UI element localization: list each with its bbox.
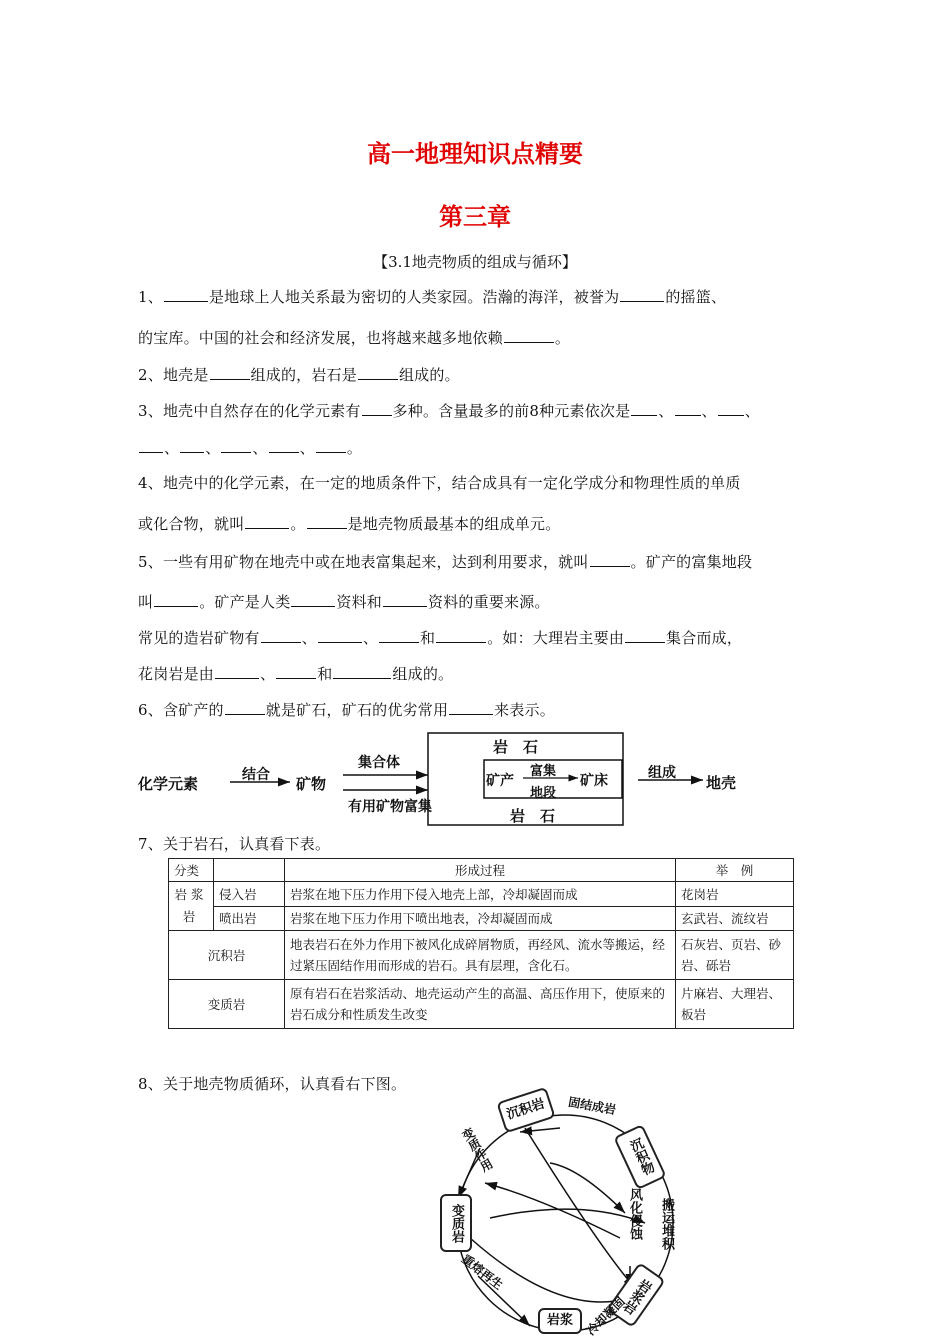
fill-blank[interactable]	[225, 700, 265, 715]
fill-blank[interactable]	[276, 664, 316, 679]
flow-useful: 有用矿物富集	[348, 799, 432, 815]
fill-blank[interactable]	[215, 664, 259, 679]
node-magmatic-rock: 岩浆岩	[606, 1262, 665, 1328]
flow-combine: 结合	[242, 767, 270, 783]
magma-rock-category: 岩浆岩	[169, 882, 214, 931]
fill-blank[interactable]	[631, 401, 657, 416]
table-row	[169, 882, 794, 907]
flow-aggregate: 集合体	[358, 755, 400, 771]
header-category: 分类	[169, 859, 214, 882]
flow-crust: 地壳	[706, 774, 737, 792]
fill-blank[interactable]	[269, 438, 299, 453]
rock-type: 变质岩	[169, 980, 285, 1029]
header-process: 形成过程	[285, 859, 676, 882]
rock-example: 玄武岩、流纹岩	[676, 906, 794, 931]
label-lithification: 固结成岩	[567, 1094, 617, 1118]
fill-blank[interactable]	[675, 401, 701, 416]
table-row	[169, 931, 794, 980]
fill-blank[interactable]	[291, 592, 335, 607]
node-sedimentary-rock: 沉积岩	[496, 1087, 555, 1134]
rock-cycle-diagram	[430, 1088, 700, 1344]
node-metamorphic-rock: 变质岩	[440, 1194, 472, 1252]
fill-blank[interactable]	[318, 628, 362, 643]
flow-elements: 化学元素	[138, 775, 199, 793]
question-6: 6、含矿产的 就是矿石，矿石的优劣常用 来表示。	[138, 701, 555, 719]
table-header-row	[169, 859, 794, 882]
rock-process: 岩浆在地下压力作用下喷出地表，冷却凝固而成	[285, 906, 676, 931]
flow-ore: 矿产	[486, 773, 514, 789]
node-magma: 岩浆	[538, 1308, 582, 1334]
page-title: 高一地理知识点精要	[367, 140, 583, 168]
fill-blank[interactable]	[449, 700, 493, 715]
flow-section: 地段	[530, 786, 557, 801]
flow-mineral: 矿物	[296, 775, 327, 793]
question-5-line-4: 花岗岩是由 、 和 组成的。	[138, 665, 454, 683]
rock-process: 原有岩石在岩浆活动、地壳运动产生的高温、高压作用下，使原来的岩石成分和性质发生改变	[285, 980, 676, 1029]
rock-table	[168, 858, 794, 1029]
rock-process: 岩浆在地下压力作用下侵入地壳上部，冷却凝固而成	[285, 882, 676, 907]
question-5-line-1: 5、一些有用矿物在地壳中或在地表富集起来，达到利用要求，就叫 。矿产的富集地段	[138, 553, 753, 571]
label-remelt: 重熔再生	[459, 1251, 506, 1293]
rock-type: 喷出岩	[214, 906, 285, 931]
fill-blank[interactable]	[436, 628, 486, 643]
fill-blank[interactable]	[625, 628, 665, 643]
question-4-line-2: 或化合物，就叫 。 是地壳物质最基本的组成单元。	[138, 515, 561, 533]
mineral-flow-diagram	[138, 730, 758, 830]
fill-blank[interactable]	[164, 287, 208, 302]
arrow-to-sediment	[550, 1163, 625, 1213]
question-5-line-2: 叫 。矿产是人类 资料和 资料的重要来源。	[138, 593, 550, 611]
fill-blank[interactable]	[261, 628, 301, 643]
flow-rock-top: 岩 石	[493, 738, 539, 756]
question-1-line-1: 1、 是地球上人地关系最为密切的人类家园。浩瀚的海洋，被誉为 的摇篮、	[138, 288, 727, 306]
question-4-line-1: 4、地壳中的化学元素，在一定的地质条件下，结合成具有一定化学成分和物理性质的单质	[138, 474, 741, 492]
question-5-line-3: 常见的造岩矿物有 、 、 和 。如：大理岩主要由 集合而成，	[138, 629, 743, 647]
fill-blank[interactable]	[210, 365, 250, 380]
label-transport: 搬运堆积	[659, 1198, 674, 1250]
label-metamorphism: 变质作用	[458, 1125, 495, 1175]
fill-blank[interactable]	[620, 287, 664, 302]
question-2: 2、地壳是 组成的，岩石是 组成的。	[138, 366, 460, 384]
fill-blank[interactable]	[245, 514, 289, 529]
question-3-line-2: 、 、 、 、 。	[138, 437, 362, 458]
fill-blank[interactable]	[383, 592, 427, 607]
fill-blank[interactable]	[316, 438, 346, 453]
label-cooling: 冷却凝固	[583, 1294, 628, 1339]
fill-blank[interactable]	[307, 514, 347, 529]
question-1-line-2: 的宝库。中国的社会和经济发展，也将越来越多地依赖 。	[138, 329, 571, 347]
fill-blank[interactable]	[139, 438, 163, 453]
node-sediment: 沉积物	[613, 1124, 667, 1190]
fill-blank[interactable]	[180, 438, 204, 453]
fill-blank[interactable]	[221, 438, 251, 453]
fill-blank[interactable]	[590, 552, 630, 567]
fill-blank[interactable]	[362, 401, 392, 416]
fill-blank[interactable]	[358, 365, 398, 380]
fill-blank[interactable]	[333, 664, 391, 679]
rock-type: 侵入岩	[214, 882, 285, 907]
header-example: 举 例	[676, 859, 794, 882]
arrow-meta-weathering	[490, 1209, 645, 1223]
rock-example: 花岗岩	[676, 882, 794, 907]
flow-enrich: 富集	[530, 764, 557, 779]
table-row	[169, 906, 794, 931]
flow-compose: 组成	[648, 765, 676, 781]
chapter-title: 第三章	[439, 203, 511, 231]
question-3-line-1: 3、地壳中自然存在的化学元素有 多种。含量最多的前8种元素依次是 、 、 、	[138, 402, 760, 420]
fill-blank[interactable]	[154, 592, 198, 607]
flow-rock-bottom: 岩 石	[510, 807, 556, 825]
rock-example: 片麻岩、大理岩、板岩	[676, 980, 794, 1029]
question-8: 8、关于地壳物质循环，认真看右下图。	[138, 1075, 407, 1093]
rock-example: 石灰岩、页岩、砂岩、砾岩	[676, 931, 794, 980]
question-7: 7、关于岩石，认真看下表。	[138, 835, 331, 853]
fill-blank[interactable]	[718, 401, 744, 416]
arrow-sed-to-magma	[525, 1128, 635, 1288]
section-heading: 【3.1地壳物质的组成与循环】	[373, 253, 577, 271]
table-row	[169, 980, 794, 1029]
arrow-weather-back	[485, 1183, 620, 1238]
label-weathering: 风化侵蚀	[627, 1188, 642, 1240]
fill-blank[interactable]	[504, 328, 554, 343]
fill-blank[interactable]	[379, 628, 419, 643]
rock-process: 地表岩石在外力作用下被风化成碎屑物质，再经风、流水等搬运，经过紧压固结作用而形成的岩石。具有层理，含化石。	[285, 931, 676, 980]
rock-type: 沉积岩	[169, 931, 285, 980]
flow-deposit: 矿床	[580, 773, 608, 789]
